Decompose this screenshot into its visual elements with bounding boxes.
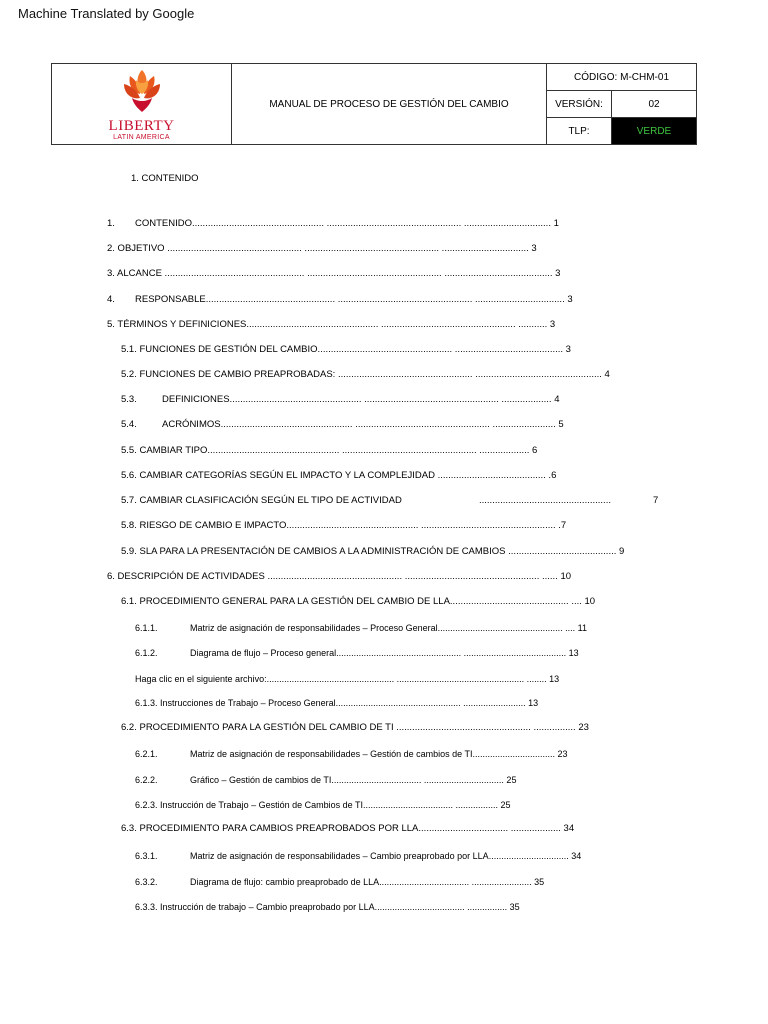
toc-entry[interactable]: 6.2. PROCEDIMIENTO PARA LA GESTIÓN DEL CAMBIO DE TI ................................................... ................ 23 xyxy=(121,722,589,733)
toc-entry[interactable]: 5.1. FUNCIONES DE GESTIÓN DEL CAMBIO................................................... ......................................... 3 xyxy=(121,344,571,355)
toc-entry[interactable] xyxy=(107,294,573,306)
toc-entry[interactable] xyxy=(121,394,560,406)
toc-entry[interactable]: 6. DESCRIPCIÓN DE ACTIVIDADES ................................................... ................................................... ...... 10 xyxy=(107,571,572,582)
toc-entry[interactable]: 6.3. PROCEDIMIENTO PARA CAMBIOS PREAPROBADOS POR LLA.................................. ................... 34 xyxy=(121,823,575,834)
toc-entry[interactable] xyxy=(135,850,582,862)
document-header-table xyxy=(51,63,697,145)
toc-entry-number: 6.2.2. xyxy=(135,775,158,785)
toc-entry-number: 1. xyxy=(107,218,115,229)
toc-entry-text: ACRÓNIMOS.................................................. ................................................... ........................ 5 xyxy=(162,419,564,430)
toc-entry[interactable] xyxy=(121,495,659,507)
protea-flower-icon xyxy=(120,66,164,114)
toc-entry-text: Gráfico – Gestión de cambios de TI.................................... ................................ 25 xyxy=(190,775,517,785)
toc-entry-text: Matriz de asignación de responsabilidades – Gestión de cambios de TI................................. 23 xyxy=(190,749,568,759)
toc-entry[interactable]: 3. ALCANCE ..................................................... ................................................... ......................................... 3 xyxy=(107,268,561,279)
toc-entry-text: Matriz de asignación de responsabilidades – Cambio preaprobado por LLA................................ 34 xyxy=(190,851,582,861)
toc-entry-leader: .................................................. xyxy=(479,495,611,506)
contents-heading: 1. CONTENIDO xyxy=(131,173,199,184)
toc-entry[interactable] xyxy=(107,218,559,230)
tlp-value: VERDE xyxy=(612,118,697,145)
toc-entry-text: DEFINICIONES.................................................. ................................................... ................... 4 xyxy=(162,394,560,405)
toc-entry[interactable]: 5.8. RIESGO DE CAMBIO E IMPACTO.................................................. ................................................... .7 xyxy=(121,520,567,531)
toc-entry[interactable] xyxy=(135,774,517,786)
toc-entry[interactable] xyxy=(135,622,588,634)
toc-entry-text: CONTENIDO.................................................. ................................................... ................................. 1 xyxy=(135,218,559,229)
toc-entry[interactable]: 5.2. FUNCIONES DE CAMBIO PREAPROBADAS: ................................................... ................................................ 4 xyxy=(121,369,610,380)
toc-entry-text: Matriz de asignación de responsabilidades – Proceso General.................................................. .... 11 xyxy=(190,623,588,633)
toc-entry-number: 6.2.1. xyxy=(135,749,158,759)
logo-cell xyxy=(52,64,232,145)
toc-entry[interactable]: 2. OBJETIVO ................................................... ................................................... ................................. 3 xyxy=(107,243,537,254)
toc-entry[interactable]: 5.5. CAMBIAR TIPO.................................................. ................................................... ................... 6 xyxy=(121,445,538,456)
toc-entry[interactable] xyxy=(135,876,545,888)
toc-entry-page: 7 xyxy=(653,495,659,506)
toc-entry-number: 6.1.2. xyxy=(135,648,158,658)
toc-entry[interactable]: 5.9. SLA PARA LA PRESENTACIÓN DE CAMBIOS A LA ADMINISTRACIÓN DE CAMBIOS ......................................... 9 xyxy=(121,546,625,557)
toc-entry[interactable]: 6.1. PROCEDIMIENTO GENERAL PARA LA GESTIÓN DEL CAMBIO DE LLA............................................. .... 10 xyxy=(121,596,596,607)
toc-entry-number: 5.4. xyxy=(121,419,137,430)
version-label: VERSIÓN: xyxy=(547,91,612,118)
toc-entry-number: 5.3. xyxy=(121,394,137,405)
document-title: MANUAL DE PROCESO DE GESTIÓN DEL CAMBIO xyxy=(232,64,547,145)
toc-entry[interactable]: 5.6. CAMBIAR CATEGORÍAS SEGÚN EL IMPACTO Y LA COMPLEJIDAD ......................................... .6 xyxy=(121,470,557,481)
tlp-label: TLP: xyxy=(547,118,612,145)
toc-entry-text: Diagrama de flujo: cambio preaprobado de LLA.................................... ........................ 35 xyxy=(190,877,545,887)
toc-entry-text: Diagrama de flujo – Proceso general.................................................. ......................................... 13 xyxy=(190,648,579,658)
logo-subtitle: LATIN AMERICA xyxy=(113,134,170,141)
toc-entry[interactable]: 5. TÉRMINOS Y DEFINICIONES.................................................. ................................................... ........... 3 xyxy=(107,319,556,330)
toc-entry-number: 6.1.1. xyxy=(135,623,158,633)
toc-entry-number: 6.3.2. xyxy=(135,877,158,887)
toc-entry[interactable] xyxy=(135,647,579,659)
company-logo xyxy=(109,66,175,142)
toc-entry[interactable]: 6.1.3. Instrucciones de Trabajo – Proceso General.................................................. ......................... 13 xyxy=(135,698,539,708)
version-value: 02 xyxy=(612,91,697,118)
document-code: CÓDIGO: M-CHM-01 xyxy=(547,64,697,91)
machine-translation-banner: Machine Translated by Google xyxy=(18,6,195,21)
toc-entry-text: 5.7. CAMBIAR CLASIFICACIÓN SEGÚN EL TIPO DE ACTIVIDAD xyxy=(121,495,402,506)
toc-entry[interactable] xyxy=(121,419,564,431)
toc-entry[interactable]: 6.2.3. Instrucción de Trabajo – Gestión de Cambios de TI.................................... ................. 25 xyxy=(135,800,511,810)
toc-entry[interactable] xyxy=(135,748,568,760)
toc-entry-text: RESPONSABLE................................................. ................................................... .................................. 3 xyxy=(135,294,573,305)
toc-entry-file-link[interactable]: Haga clic en el siguiente archivo:................................................... ................................................... ........ 13 xyxy=(135,674,560,684)
toc-entry-number: 4. xyxy=(107,294,115,305)
logo-wordmark: LIBERTY xyxy=(108,118,175,134)
toc-entry-number: 6.3.1. xyxy=(135,851,158,861)
toc-entry[interactable]: 6.3.3. Instrucción de trabajo – Cambio preaprobado por LLA.................................... ................ 35 xyxy=(135,902,520,912)
